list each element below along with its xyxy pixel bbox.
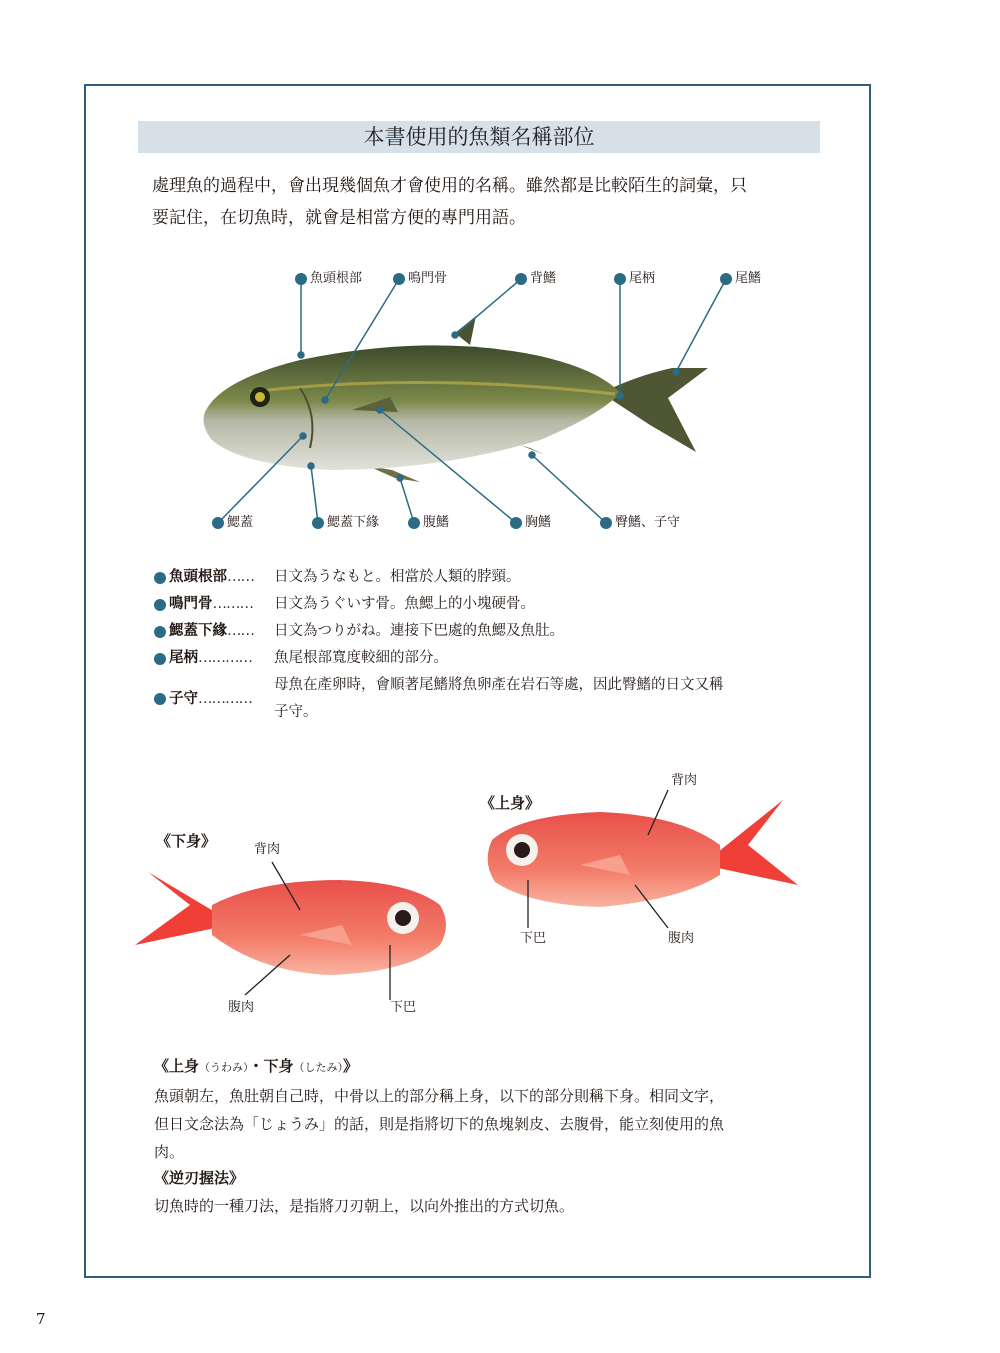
- section-upper-lower-body: [154, 1052, 824, 1166]
- caption-lower-body: 《下身》: [156, 832, 217, 850]
- definition-desc: 日文為うぐいす骨。魚鰓上的小塊硬骨。: [274, 596, 535, 612]
- bullet-dot: [154, 626, 166, 638]
- definition-row: [154, 564, 834, 591]
- leader-dots: ………: [212, 596, 253, 612]
- leader-dots: ……: [227, 623, 254, 639]
- label-pelvic-fin: 腹鰭: [423, 515, 450, 530]
- label-upper-back: 背肉: [671, 773, 698, 788]
- label-head-base: 魚頭根部: [310, 271, 363, 286]
- label-gill-cover: 鰓蓋: [227, 515, 254, 530]
- leader-dots: …………: [198, 650, 252, 666]
- definition-desc: 魚尾根部寬度較細的部分。: [274, 650, 448, 666]
- intro-line-1: 處理魚的過程中，會出現幾個魚才會使用的名稱。雖然都是比較陌生的詞彙，只: [152, 176, 747, 196]
- caption-upper-body: 《上身》: [480, 794, 541, 812]
- definition-desc-line: 母魚在產卵時，會順著尾鰭將魚卵產在岩石等處，因此臀鰭的日文又稱: [274, 677, 724, 693]
- label-pectoral-fin: 胸鰭: [525, 515, 552, 530]
- bullet-dot: [154, 599, 166, 611]
- section-heading: 《逆刃握法》: [154, 1169, 245, 1187]
- label-upper-jaw: 下巴: [520, 931, 547, 946]
- heading-reading: （したみ）: [293, 1061, 344, 1074]
- heading-part: 》: [343, 1057, 359, 1075]
- definition-row: [154, 591, 834, 618]
- label-dorsal-fin: 背鰭: [530, 271, 557, 286]
- definition-term: 鳴門骨: [169, 596, 213, 612]
- section-line: 肉。: [154, 1143, 185, 1161]
- bullet-dot: [154, 653, 166, 665]
- definition-row: [154, 618, 834, 645]
- section-line: 切魚時的一種刀法，是指將刀刃朝上，以向外推出的方式切魚。: [154, 1197, 575, 1215]
- label-tail-fin: 尾鰭: [735, 271, 762, 286]
- label-caudal-peduncle: 尾柄: [629, 271, 656, 286]
- leader-dots: …………: [198, 690, 252, 707]
- section-reverse-grip: [154, 1164, 824, 1220]
- red-fish-upper-body: [488, 800, 798, 907]
- red-fish-lower-body: [135, 872, 446, 975]
- definition-desc-line: 子守。: [274, 704, 318, 720]
- page-number: 7: [36, 1310, 46, 1328]
- definition-desc: 日文為つりがね。連接下巴處的魚鰓及魚肚。: [274, 623, 564, 639]
- definition-row: [154, 672, 834, 726]
- label-lower-belly: 腹肉: [228, 1000, 255, 1015]
- label-lower-jaw: 下巴: [390, 1000, 417, 1015]
- definitions-list: [154, 564, 834, 726]
- definition-desc: 日文為うなもと。相當於人類的脖頸。: [274, 569, 521, 585]
- definition-desc: [274, 672, 834, 726]
- bullet-dot: [154, 693, 166, 705]
- heading-reading: （うわみ）: [199, 1061, 249, 1074]
- label-upper-belly: 腹肉: [668, 931, 695, 946]
- label-lower-back: 背肉: [254, 842, 281, 857]
- definition-term: 魚頭根部: [169, 569, 227, 585]
- definition-row: [154, 645, 834, 672]
- heading-part: 《上身: [154, 1057, 200, 1075]
- page-title: 本書使用的魚類名稱部位: [138, 121, 820, 153]
- heading-part: ・下身: [248, 1057, 294, 1075]
- section-heading: [154, 1052, 824, 1082]
- intro-line-2: 要記住，在切魚時，就會是相當方便的專門用語。: [152, 208, 526, 228]
- yellowtail-fish: [204, 316, 708, 482]
- bullet-dot: [154, 572, 166, 584]
- section-line: 魚頭朝左，魚肚朝自己時，中骨以上的部分稱上身，以下的部分則稱下身。相同文字，: [154, 1087, 725, 1105]
- definition-term: 子守: [169, 690, 198, 707]
- label-gill-lower-edge: 鰓蓋下緣: [327, 515, 380, 530]
- definition-term: 尾柄: [169, 650, 198, 666]
- label-anal-fin: 臀鰭、子守: [615, 515, 681, 530]
- leader-dots: ……: [227, 569, 254, 585]
- label-naruto-bone: 鳴門骨: [408, 271, 448, 286]
- definition-term: 鰓蓋下緣: [169, 623, 227, 639]
- section-line: 但日文念法為「じょうみ」的話，則是指將切下的魚塊剝皮、去腹骨，能立刻使用的魚: [154, 1115, 725, 1133]
